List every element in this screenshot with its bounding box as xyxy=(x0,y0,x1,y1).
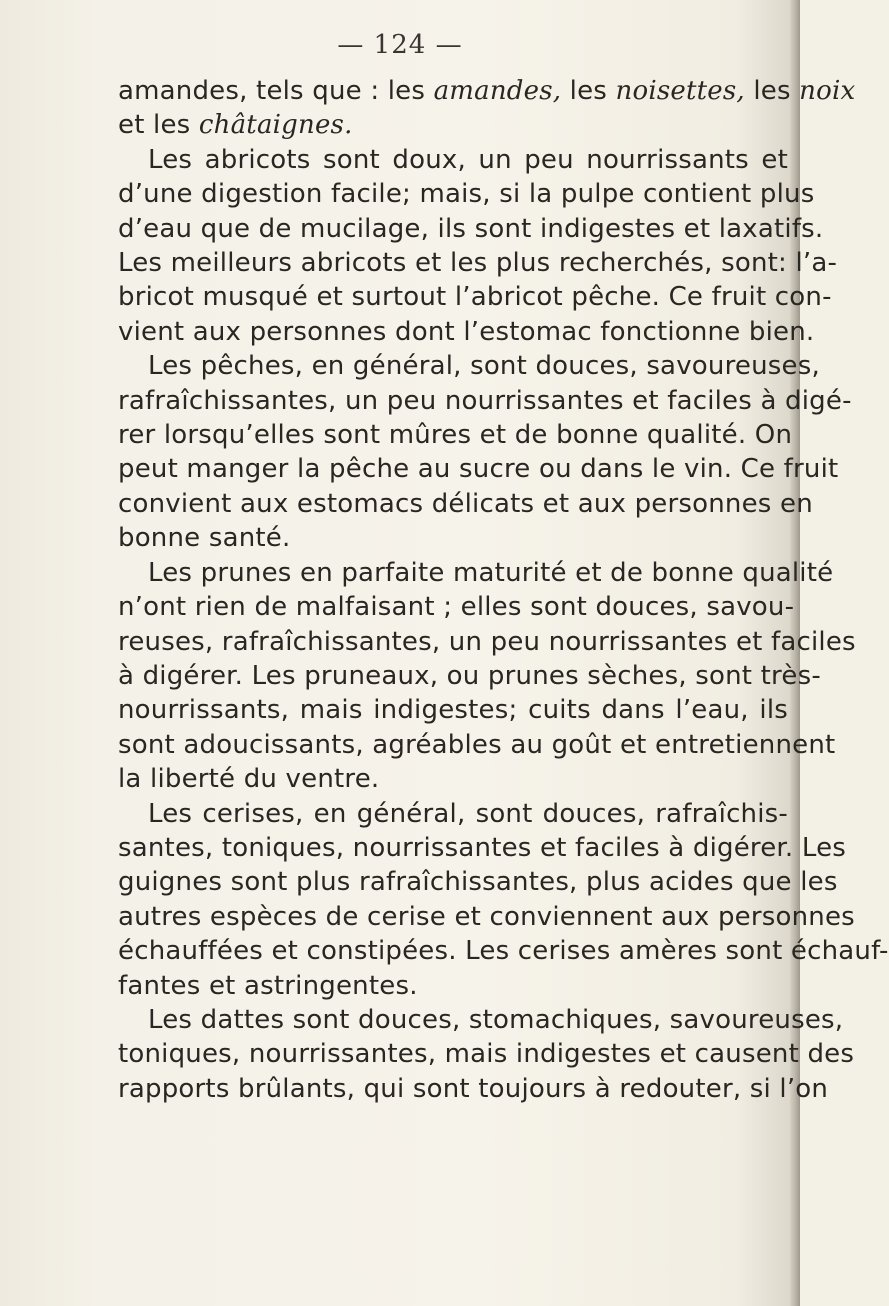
text-run: Les cerises, en général, sont douces, rafraîchis- xyxy=(148,798,788,829)
text-line xyxy=(118,1072,829,1106)
text-line xyxy=(118,418,793,452)
text-run: bonne santé. xyxy=(118,523,291,554)
text-line xyxy=(118,831,847,865)
text-line xyxy=(118,659,821,693)
text-line xyxy=(118,762,788,796)
body-text xyxy=(118,74,889,1106)
text-line xyxy=(118,74,856,108)
text-run: toniques, nourrissantes, mais indigestes et causent des xyxy=(118,1039,855,1070)
text-line xyxy=(118,452,839,486)
text-run: Les abricots sont doux, un peu nourrissants et xyxy=(148,144,788,175)
text-line xyxy=(118,315,815,349)
text-run: Les dattes sont douces, stomachiques, savoureuses, xyxy=(148,1004,844,1035)
text-run: Les prunes en parfaite maturité et de bonne qualité xyxy=(148,557,834,588)
text-run: d’eau que de mucilage, ils sont indigestes et laxatifs. xyxy=(118,213,824,244)
text-line xyxy=(118,108,788,142)
text-line xyxy=(118,1003,844,1037)
text-line xyxy=(118,900,855,934)
page-number: — 124 — xyxy=(337,30,463,60)
text-line xyxy=(118,1037,855,1071)
text-line xyxy=(118,143,788,177)
text-line xyxy=(118,797,788,831)
text-line xyxy=(118,521,788,555)
text-run: convient aux estomacs délicats et aux personnes en xyxy=(118,488,813,519)
text-line xyxy=(118,728,836,762)
italic-text: amandes, xyxy=(433,76,562,106)
text-line xyxy=(118,590,795,624)
italic-text: noisettes, xyxy=(615,76,745,106)
text-line xyxy=(118,625,856,659)
text-run: reuses, rafraîchissantes, un peu nourrissantes et faciles xyxy=(118,626,856,657)
text-line xyxy=(118,487,813,521)
text-run: autres espèces de cerise et conviennent aux personnes xyxy=(118,901,855,932)
text-run: sont adoucissants, agréables au goût et entretiennent xyxy=(118,729,836,760)
text-line xyxy=(118,349,820,383)
text-line xyxy=(118,177,815,211)
text-line xyxy=(118,865,838,899)
text-run: rafraîchissantes, un peu nourrissantes et faciles à digé- xyxy=(118,385,852,416)
text-run: Les pêches, en général, sont douces, savoureuses, xyxy=(148,351,820,382)
text-run: vient aux personnes dont l’estomac fonctionne bien. xyxy=(118,316,815,347)
text-run: santes, toniques, nourrissantes et faciles à digérer. Les xyxy=(118,832,847,863)
text-line xyxy=(118,280,832,314)
text-run: rer lorsqu’elles sont mûres et de bonne qualité. On xyxy=(118,420,793,451)
italic-text: noix xyxy=(799,76,856,106)
text-run: bricot musqué et surtout l’abricot pêche. Ce fruit con- xyxy=(118,282,832,313)
text-line xyxy=(118,556,834,590)
text-line xyxy=(118,246,838,280)
text-run: la liberté du ventre. xyxy=(118,764,380,795)
text-run: guignes sont plus rafraîchissantes, plus acides que les xyxy=(118,867,838,898)
text-run: rapports brûlants, qui sont toujours à redouter, si l’on xyxy=(118,1073,829,1104)
text-run: à digérer. Les pruneaux, ou prunes sèches, sont très- xyxy=(118,660,821,691)
text-line xyxy=(118,693,788,727)
text-run: nourrissants, mais indigestes; cuits dans l’eau, ils xyxy=(118,695,788,726)
text-run: les xyxy=(744,76,800,106)
text-run: amandes, tels que : les xyxy=(118,76,434,106)
text-line xyxy=(118,934,889,968)
text-run: fantes et astringentes. xyxy=(118,970,418,1001)
text-run: peut manger la pêche au sucre ou dans le vin. Ce fruit xyxy=(118,454,839,485)
text-line xyxy=(118,969,788,1003)
text-line xyxy=(118,384,852,418)
text-run: d’une digestion facile; mais, si la pulpe contient plus xyxy=(118,179,815,210)
italic-text: châtaignes. xyxy=(198,110,353,141)
text-run: et les xyxy=(118,110,199,141)
text-run: Les meilleurs abricots et les plus recherchés, sont: l’a- xyxy=(118,248,838,279)
text-run: échauffées et constipées. Les cerises amères sont échauf- xyxy=(118,936,889,967)
text-line xyxy=(118,212,824,246)
text-run: n’ont rien de malfaisant ; elles sont douces, savou- xyxy=(118,592,795,623)
text-run: les xyxy=(561,76,616,106)
